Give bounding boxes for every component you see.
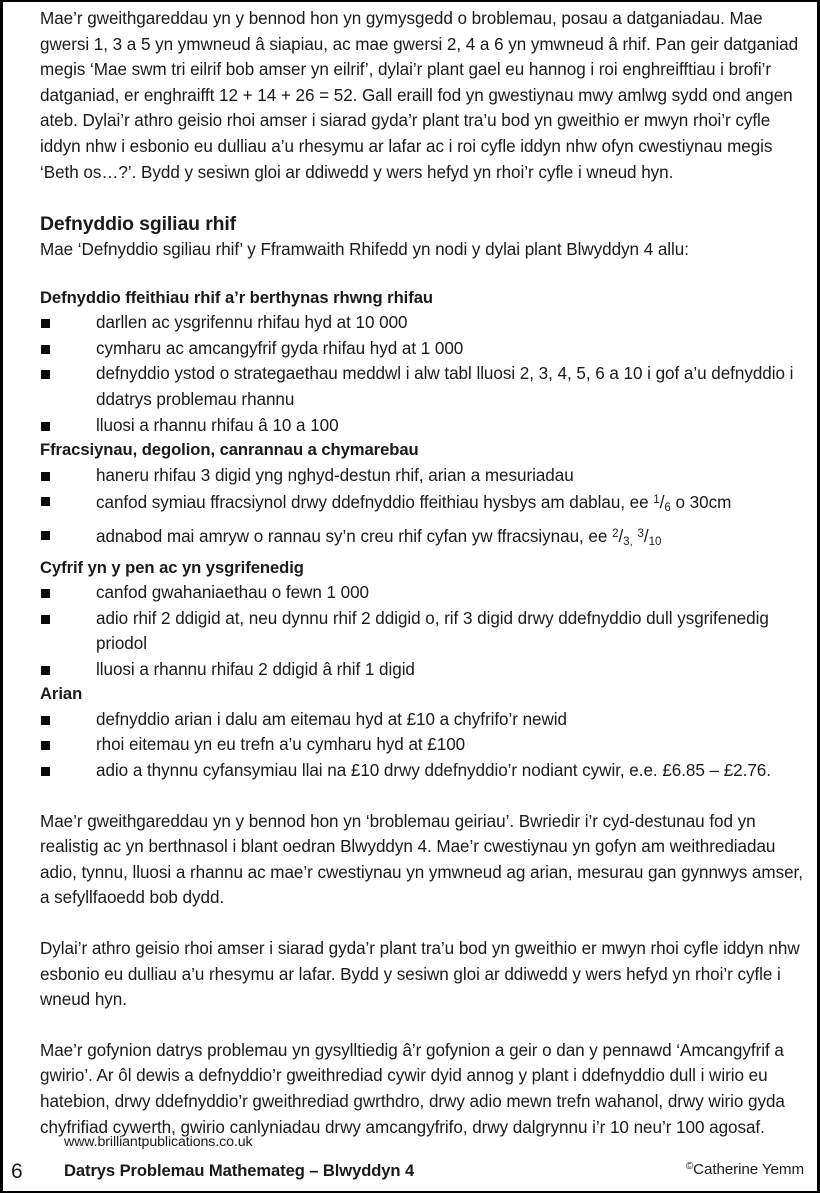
list-item-text-before: canfod symiau ffracsiynol drwy ddefnyddio ffeithiau hysbys am dablau, ee [96,493,654,513]
closing-paragraph-1: Mae’r gweithgareddau yn y bennod hon yn ‘broblemau geiriau’. Bwriedir i’r cyd-destunau fod yn realistig ac yn berthnasol i blant oedran Blwyddyn 4. Mae’r cwestiynau yn gofyn am weithrediadau adio, tynnu, lluosi a rhannu ac mae’r cwestiynau yn ymwneud ag arian, mesurau gan gynnwys amser, a sefyllfaoedd bob dydd. [40,811,803,908]
list-item-text: lluosi a rhannu rhifau â 10 a 100 [96,415,339,435]
fraction-denominator: 3, [623,535,633,548]
square-bullet-icon [41,615,50,624]
list-item-text-before: adnabod mai amryw o rannau sy’n creu rhif cyfan yw ffracsiynau, ee [96,526,613,546]
list-item-text: rhoi eitemau yn eu trefn a’u cymharu hyd at £100 [96,735,466,755]
list-item-text: lluosi a rhannu rhifau 2 ddigid â rhif 1 digid [96,659,415,679]
list-item-text: darllen ac ysgrifennu rhifau hyd at 10 000 [96,313,408,333]
page-title: Defnyddio sgiliau rhif [40,213,237,236]
fraction-denominator: 10 [648,535,662,548]
list-item [40,413,805,439]
copyright-holder: Catherine Yemm [693,1161,804,1178]
subheading-mental-written-calculation: Cyfrif yn y pen ac yn ysgrifenedig [40,557,304,577]
fraction-numerator: 2 [612,527,619,540]
fraction-one-sixth [653,493,671,515]
closing-paragraph-2: Dylai’r athro geisio rhoi amser i siarad gyda’r plant tra’u bod yn gweithio er mwyn rhoi cyfle iddyn nhw esbonio eu dulliau a’u rhesymu ar lafar. Bydd y sesiwn gloi ar ddiwedd y wers hefyd yn rhoi’r cyfle i wneud hyn. [40,939,800,1010]
list-item [40,732,805,758]
page-footer [3,1103,817,1191]
section-lead-in: Mae ‘Defnyddio sgiliau rhif’ y Fframwaith Rhifedd yn nodi y dylai plant Blwyddyn 4 allu: [40,240,689,260]
square-bullet-icon [41,345,50,354]
square-bullet-icon [41,497,50,506]
list-item [40,606,805,657]
publisher-url[interactable]: www.brilliantpublications.co.uk [64,1134,253,1150]
list-item [40,707,805,733]
square-bullet-icon [41,422,50,431]
subheading-fractions: Ffracsiynau, degolion, canrannau a chymarebau [40,440,419,460]
list-item [40,580,805,606]
list-item-text-after: o 30cm [675,493,732,513]
bullet-list-money [40,707,805,784]
list-item-text: haneru rhifau 3 digid yng nghyd-destun rhif, arian a mesuriadau [96,465,574,485]
list-item-text: adio a thynnu cyfansymiau llai na £10 drwy ddefnyddio’r nodiant cywir, e.e. £6.85 – £2.76. [96,761,771,781]
fraction-numerator: 1 [653,494,660,507]
list-item-text: canfod gwahaniaethau o fewn 1 000 [96,583,370,602]
square-bullet-icon [41,716,50,725]
list-item [40,488,805,522]
square-bullet-icon [41,531,50,540]
square-bullet-icon [41,767,50,776]
square-bullet-icon [41,370,50,379]
square-bullet-icon [41,589,50,598]
subheading-number-facts: Defnyddio ffeithiau rhif a’r berthynas rhwng rhifau [40,287,433,307]
list-item [40,463,805,489]
fraction-slash: / [643,526,649,546]
fraction-slash: / [618,526,624,546]
book-title: Datrys Problemau Mathemateg – Blwyddyn 4 [64,1161,415,1180]
bullet-list-number-facts [40,310,805,438]
bullet-list-fractions [40,463,805,556]
list-item [40,657,805,683]
list-item [40,361,805,412]
list-item [40,336,805,362]
fraction-two-thirds [612,527,633,546]
page-content [40,6,805,1140]
list-item-text: cymharu ac amcangyfrif gyda rhifau hyd at 1 000 [96,338,464,358]
list-item [40,758,805,784]
list-item-text: defnyddio arian i dalu am eitemau hyd at £10 a chyfrifo’r newid [96,709,568,729]
subheading-money: Arian [40,684,83,704]
square-bullet-icon [41,472,50,481]
fraction-denominator: 6 [664,502,671,515]
list-item-text: defnyddio ystod o strategaethau meddwl i alw tabl lluosi 2, 3, 4, 5, 6 a 10 i gof a’u defnyddio i ddatrys problemau rhannu [96,364,794,410]
list-item-text: adio rhif 2 ddigid at, neu dynnu rhif 2 ddigid o, rif 3 digid drwy ddefnyddio dull ysgrifenedig priodol [96,608,769,654]
page-number: 6 [11,1160,23,1183]
section-title-block [40,211,805,263]
bullet-list-calculation [40,580,805,682]
square-bullet-icon [41,319,50,328]
list-item [40,310,805,336]
copyright-icon: © [685,1161,694,1172]
square-bullet-icon [41,666,50,675]
square-bullet-icon [41,741,50,750]
closing-paragraph-3: Mae’r gofynion datrys problemau yn gysylltiedig â’r gofynion a geir o dan y pennawd ‘Amcangyfrif a gwirio’. Ar ôl dewis a defnyddio’r gweithrediad cywir dyid annog y plant i ddefnyddio dull i wirio eu hatebion, drwy ddefnyddio’r gweithrediad gwrthdro, drwy adio mewn trefn wahanol, drwy wirio gyda chyfrifiad cywerth, gwirio canlyniadau drwy amcangyfrifo, drwy dalgrynnu i’r 10 neu’r 100 agosaf. [40,1040,785,1137]
fraction-slash: / [659,493,665,513]
list-item [40,522,805,556]
copyright-notice [686,1158,804,1179]
fraction-three-tenths [637,527,661,546]
fraction-numerator: 3 [637,527,644,540]
intro-paragraph: Mae’r gweithgareddau yn y bennod hon yn gymysgedd o broblemau, posau a datganiadau. Mae gwersi 1, 3 a 5 yn ymwneud â siapiau, ac mae gwersi 2, 4 a 6 yn ymwneud â rhif. Pan geir datganiad megis ‘Mae swm tri eilrif bob amser yn eilrif’, dylai’r plant gael eu hannog i roi enghreifftiau i brofi’r datganiad, er enghraifft 12 + 14 + 26 = 52. Gall eraill fod yn gwestiynau mwy amlwg sydd ond angen ateb. Dylai’r athro geisio rhoi amser i siarad gyda’r plant tra’u bod yn gweithio er mwyn rhoi’r cyfle iddyn nhw i esbonio eu dulliau a’u rhesymu ar lafar ac i roi cyfle iddyn nhw ofyn cwestiynau megis ‘Beth os…?’. Bydd y sesiwn gloi ar ddiwedd y wers hefyd yn rhoi’r cyfle i wneud hyn. [40,9,799,182]
